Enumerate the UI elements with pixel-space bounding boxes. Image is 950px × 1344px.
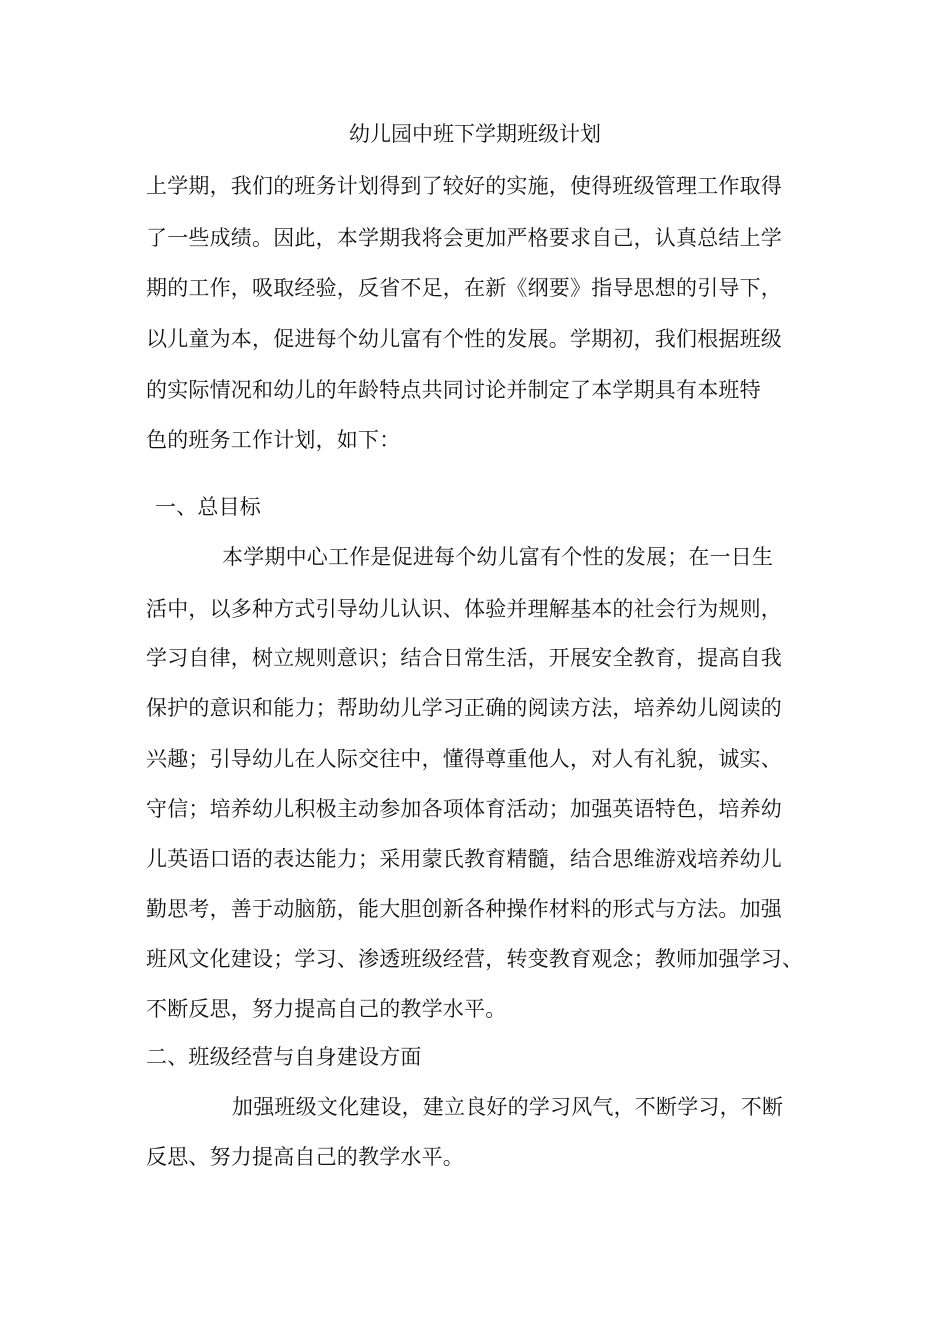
- section1-line: 学习自律，树立规则意识；结合日常生活，开展安全教育，提高自我: [146, 646, 782, 670]
- intro-line: 期的工作，吸取经验，反省不足，在新《纲要》指导思想的引导下，: [146, 276, 782, 300]
- section2-line: 反思、努力提高自己的教学水平。: [146, 1145, 464, 1169]
- intro-line: 的实际情况和幼儿的年龄特点共同讨论并制定了本学期具有本班特: [146, 378, 761, 402]
- section1-line: 保护的意识和能力；帮助幼儿学习正确的阅读方法，培养幼儿阅读的: [146, 696, 782, 720]
- section-heading-1: 一、总目标: [155, 495, 261, 519]
- section1-line: 儿英语口语的表达能力；采用蒙氏教育精髓，结合思维游戏培养幼儿: [146, 847, 782, 871]
- section1-line: 不断反思，努力提高自己的教学水平。: [146, 997, 507, 1021]
- section-heading-2: 二、班级经营与自身建设方面: [146, 1045, 422, 1069]
- section1-line: 本学期中心工作是促进每个幼儿富有个性的发展；在一日生: [222, 545, 774, 569]
- intro-line: 色的班务工作计划，如下：: [146, 428, 401, 452]
- document-title: 幼儿园中班下学期班级计划: [349, 122, 601, 146]
- section1-line: 班风文化建设；学习、渗透班级经营，转变教育观念；教师加强学习、: [146, 947, 804, 971]
- intro-line: 以儿童为本，促进每个幼儿富有个性的发展。学期初，我们根据班级: [146, 327, 782, 351]
- section1-line: 兴趣；引导幼儿在人际交往中，懂得尊重他人，对人有礼貌，诚实、: [146, 747, 782, 771]
- section1-line: 活中，以多种方式引导幼儿认识、体验并理解基本的社会行为规则，: [146, 597, 782, 621]
- intro-line: 了一些成绩。因此，本学期我将会更加严格要求自己，认真总结上学: [146, 226, 782, 250]
- section2-line: 加强班级文化建设，建立良好的学习风气，不断学习，不断: [232, 1095, 784, 1119]
- section1-line: 守信；培养幼儿积极主动参加各项体育活动；加强英语特色，培养幼: [146, 797, 782, 821]
- section1-line: 勤思考，善于动脑筋，能大胆创新各种操作材料的形式与方法。加强: [146, 897, 782, 921]
- intro-line: 上学期，我们的班务计划得到了较好的实施，使得班级管理工作取得: [146, 174, 782, 198]
